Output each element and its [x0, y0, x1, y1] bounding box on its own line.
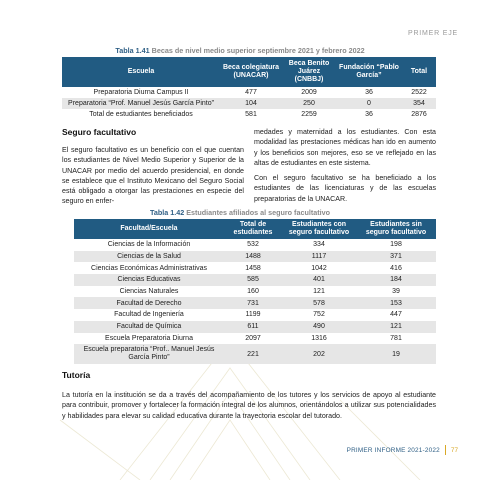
table-cell: Preparatoria Diurna Campus II [62, 87, 220, 98]
table-cell: 2876 [402, 109, 436, 120]
table-cell: 354 [402, 98, 436, 109]
table-cell: 36 [336, 109, 402, 120]
table1-col-benito-juarez [282, 57, 336, 87]
table1-col-benito-juarez-org: (CNBBJ) [294, 76, 324, 83]
table-cell: 1488 [224, 251, 282, 263]
table1-col-colegiatura-label: Beca colegiatura [222, 64, 280, 71]
table-row [62, 87, 436, 98]
table-cell: 334 [282, 239, 356, 251]
table-cell: 104 [220, 98, 282, 109]
table1-caption-text: Becas de nivel medio superior septiembre 2021 y febrero 2022 [151, 46, 365, 55]
table-cell: 2522 [402, 87, 436, 98]
footer-divider [445, 445, 446, 455]
table-cell: Ciencias Económicas Administrativas [74, 262, 224, 274]
table-row [74, 262, 436, 274]
table-cell: 19 [356, 344, 436, 364]
table1-col-colegiatura [220, 57, 282, 87]
table-cell: 121 [356, 321, 436, 333]
table2-col-facultad: Facultad/Escuela [74, 219, 224, 239]
table-cell: Ciencias Naturales [74, 286, 224, 298]
seguro-right-paragraph-1: medades y maternidad a los estudiantes. Con esta modalidad las prestaciones médicas han ido en aumento y los beneficios son mejores, eso se ve reflejado en las altas de estudiantes en este sistema. [254, 128, 436, 167]
table-cell: Ciencias Educativas [74, 274, 224, 286]
table1-header-row [62, 57, 436, 87]
table-row [74, 239, 436, 251]
table2-caption-number: Tabla 1.42 [149, 208, 185, 217]
table-row [74, 274, 436, 286]
table2-col-con-seguro: Estudiantes con seguro facultativo [282, 219, 356, 239]
table-cell: 477 [220, 87, 282, 98]
table-cell: 416 [356, 262, 436, 274]
table2-caption-text: Estudiantes afiliados al seguro facultativo [186, 208, 331, 217]
table-cell: 36 [336, 87, 402, 98]
table1-col-benito-juarez-label: Beca Benito Juárez [288, 60, 330, 75]
table-row [74, 251, 436, 263]
table-cell: 39 [356, 286, 436, 298]
scholarship-table [62, 57, 436, 120]
table-cell: 153 [356, 297, 436, 309]
table-cell: 585 [224, 274, 282, 286]
table-cell: 121 [282, 286, 356, 298]
table1-col-escuela: Escuela [62, 57, 220, 87]
table-row [74, 344, 436, 364]
table-cell: 1316 [282, 333, 356, 345]
table-cell: 532 [224, 239, 282, 251]
table-cell: Ciencias de la Información [74, 239, 224, 251]
table-cell: 198 [356, 239, 436, 251]
table-cell: 447 [356, 309, 436, 321]
table-cell: 1199 [224, 309, 282, 321]
table-cell: Facultad de Química [74, 321, 224, 333]
table-row [74, 309, 436, 321]
table-cell: 1458 [224, 262, 282, 274]
page-number: 77 [450, 446, 458, 454]
table-row [74, 321, 436, 333]
section-header-label: PRIMER EJE [407, 30, 458, 37]
table-cell: 731 [224, 297, 282, 309]
page-footer [347, 445, 458, 455]
table-cell: 581 [220, 109, 282, 120]
seguro-facultativo-table [74, 219, 436, 364]
table2-header-row [74, 219, 436, 239]
table-cell: 611 [224, 321, 282, 333]
table1-col-total: Total [402, 57, 436, 87]
table2-col-total: Total de estudiantes [224, 219, 282, 239]
table-cell: 202 [282, 344, 356, 364]
seguro-left-paragraph: El seguro facultativo es un beneficio con el que cuentan los estudiantes de Nivel Medio Superior y Superior de la UNACAR por medio del acuerdo presidencial, en donde se establece que el Instituto Mexicano del Seguro Social está obligado a otorgar las prestaciones en especie del seguro en enfer- [62, 146, 244, 206]
footer-report-title: PRIMER INFORME 2021-2022 [346, 446, 440, 454]
tutoria-paragraph: La tutoría en la institución se da a través del acompañamiento de los tutores y los servicios de apoyo al estudiante para contribuir, promover y fortalecer la formación integral de los alumnos, orientándolos a utilizar sus potencialidades y habilidades para elevar su calidad educativa durante la trayectoria escolar del tutorado. [62, 391, 436, 420]
table-cell: Preparatoria “Prof. Manuel Jesús García Pinto” [62, 98, 220, 109]
table-cell: 1042 [282, 262, 356, 274]
section-title-tutoria: Tutoría [62, 370, 91, 380]
table-cell: 490 [282, 321, 356, 333]
table2-caption [0, 208, 480, 217]
table-cell: 250 [282, 98, 336, 109]
table-cell: 401 [282, 274, 356, 286]
table-row [74, 297, 436, 309]
table1-col-fundacion: Fundación “Pablo García” [336, 57, 402, 87]
table-cell: Total de estudiantes beneficiados [62, 109, 220, 120]
table-cell: Facultad de Derecho [74, 297, 224, 309]
table-cell: 2097 [224, 333, 282, 345]
table1-caption-number: Tabla 1.41 [115, 46, 150, 55]
table-cell: Facultad de Ingeniería [74, 309, 224, 321]
table2-col-sin-seguro: Estudiantes sin seguro facultativo [356, 219, 436, 239]
table-cell: 184 [356, 274, 436, 286]
table-row [62, 98, 436, 109]
table-cell: 752 [282, 309, 356, 321]
table-cell: 371 [356, 251, 436, 263]
table1-col-colegiatura-org: (UNACAR) [233, 72, 269, 79]
table-cell: 2259 [282, 109, 336, 120]
table-row [74, 286, 436, 298]
table-cell: Ciencias de la Salud [74, 251, 224, 263]
table-cell: 0 [336, 98, 402, 109]
table-cell: Escuela Preparatoria Diurna [74, 333, 224, 345]
table-cell: 160 [224, 286, 282, 298]
table1-caption [0, 46, 480, 55]
section-title-seguro: Seguro facultativo [62, 127, 137, 137]
seguro-right-paragraph-2: Con el seguro facultativo se ha beneficiado a los estudiantes de las licenciaturas y de las escuelas preparatorias de la UNACAR. [254, 174, 436, 203]
table-cell: 578 [282, 297, 356, 309]
table-cell: 781 [356, 333, 436, 345]
table-cell: 1117 [282, 251, 356, 263]
table-cell: 221 [224, 344, 282, 364]
table-row [74, 333, 436, 345]
table-row-total [62, 109, 436, 120]
table-cell: 2009 [282, 87, 336, 98]
table-cell: Escuela preparatoria “Prof.. Manuel Jesús García Pinto” [74, 344, 224, 364]
